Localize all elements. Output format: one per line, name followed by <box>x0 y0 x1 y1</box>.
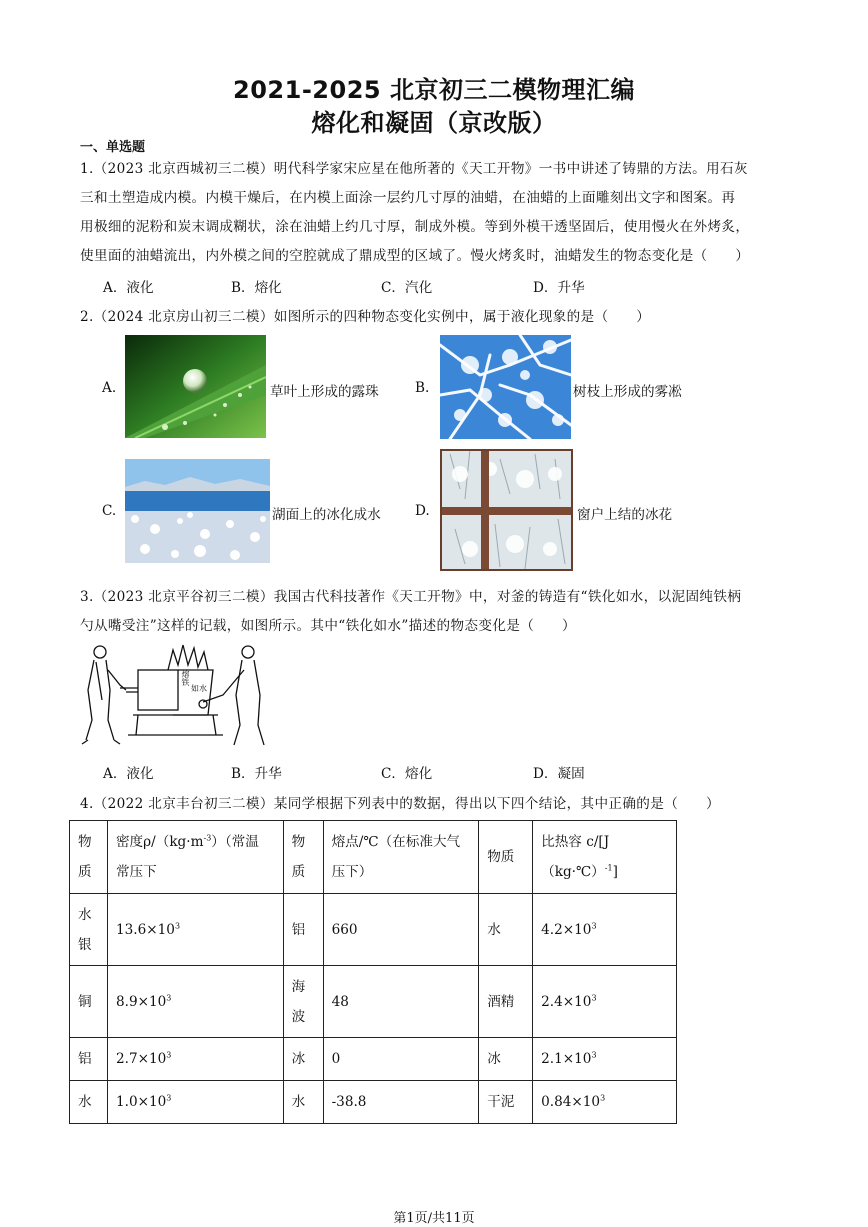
cell-material: 酒精 <box>487 993 515 1010</box>
table-row: 水 $1.0\times 10^3$ 水 -38.8 干泥 $0.84\times 10^3$ <box>70 1081 677 1124</box>
q1-line-4: 使里面的油蜡流出，内外模之间的空腔就成了鼎成型的区域了。慢火烤炙时，油蜡发生的物态变化是（ ） <box>80 248 750 264</box>
cell-material: 海波 <box>291 978 306 1025</box>
header-specific-heat: 比热容 c/[J （kg·℃）$^{-1}$] <box>533 821 677 894</box>
cell-material: 铝 <box>291 921 306 938</box>
material-properties-table <box>69 820 677 1124</box>
cell-material: 水 <box>78 1094 92 1110</box>
document-title: 2021-2025 北京初三二模物理汇编 <box>233 76 635 104</box>
section-heading: 一、单选题 <box>80 140 146 155</box>
cell-melting-point: 660 <box>331 921 358 938</box>
cell-specific-heat: 2.1×10 <box>541 1051 592 1067</box>
cell-density: 13.6×10 <box>115 921 175 938</box>
lake-ice-image <box>125 459 270 563</box>
dew-on-grass-image <box>125 335 266 438</box>
ancient-casting-illustration <box>78 640 278 750</box>
table-header-row <box>70 821 677 894</box>
header-material-1: 物质 <box>70 821 108 894</box>
q2-stem: 2.（2024 北京房山初三二模）如图所示的四种物态变化实例中，属于液化现象的是（ ） <box>80 309 651 325</box>
q2-choice-c-caption: 湖面上的冰化成水 <box>272 507 381 523</box>
table-row: 铜 $8.9\times 10^3$ 海波 48 酒精 $2.4\times 10^3$ <box>70 966 677 1038</box>
table-row: 水银 $13.6\times 10^3$ 铝 660 水 $4.2\times 10^3$ <box>70 894 677 966</box>
q2-choice-d-caption: 窗户上结的冰花 <box>577 507 673 523</box>
q2-choice-a-caption: 草叶上形成的露珠 <box>270 384 379 400</box>
q1-option-a: A．液化 <box>103 280 154 296</box>
cell-material: 铝 <box>78 1051 92 1067</box>
cell-material: 干泥 <box>487 1094 515 1110</box>
q2-choice-b-letter: B. <box>415 380 430 396</box>
header-material-2: 物质 <box>283 821 323 894</box>
table-row: 铝 $2.7\times 10^3$ 冰 0 冰 $2.1\times 10^3$ <box>70 1038 677 1081</box>
page-number: 第1页/共11页 <box>393 1211 475 1226</box>
cell-density: 1.0×10 <box>115 1094 167 1110</box>
q3-line-1: 3.（2023 北京平谷初三二模）我国古代科技著作《天工开物》中，对釜的铸造有“铁化如水，以泥固纯铁柄 <box>80 589 742 605</box>
cell-material: 冰 <box>487 1051 501 1067</box>
cell-melting-point: -38.8 <box>331 1094 367 1110</box>
q3-option-c: C．熔化 <box>381 766 433 782</box>
header-melting-point: 熔点/℃（在标准大气 压下） <box>323 821 479 894</box>
q3-line-2: 勺从嘴受注”这样的记载，如图所示。其中“铁化如水”描述的物态变化是（ ） <box>80 618 576 634</box>
q1-line-3: 用极细的泥粉和炭末调成糊状，涂在油蜡上约几寸厚，制成外模。等到外模干透坚固后，使用慢火在外烤炙， <box>80 219 750 235</box>
q2-choice-b-caption: 树枝上形成的雾凇 <box>573 384 682 400</box>
furnace-label-right: 如水 <box>191 684 207 693</box>
cell-melting-point: 0 <box>331 1051 341 1067</box>
cell-melting-point: 48 <box>331 993 349 1010</box>
header-material-3: 物质 <box>479 821 533 894</box>
header-density: 密度$\rho/(kg\cdot m^{-3})$（常温 常压下 <box>107 821 283 894</box>
rime-on-branches-image <box>440 335 571 439</box>
q3-option-a: A．液化 <box>103 766 154 782</box>
q1-line-1: 1.（2023 北京西城初三二模）明代科学家宋应星在他所著的《天工开物》一书中讲述了铸鼎的方法。用石灰 <box>80 161 748 177</box>
cell-specific-heat: 0.84×10 <box>541 1094 601 1110</box>
q2-choice-a-letter: A. <box>102 380 117 396</box>
furnace-label-left: 熔铁 <box>181 670 190 686</box>
cell-material: 冰 <box>291 1051 306 1067</box>
cell-specific-heat: 2.4×10 <box>541 993 592 1010</box>
q1-option-c: C．汽化 <box>381 280 433 296</box>
cell-specific-heat: 4.2×10 <box>541 921 592 938</box>
cell-material: 水 <box>291 1094 306 1110</box>
q1-line-2: 三和土塑造成内模。内模干燥后，在内模上面涂一层约几寸厚的油蜡，在油蜡的上面雕刻出文字和图案。再 <box>80 190 736 206</box>
cell-material: 水银 <box>78 906 92 953</box>
cell-density: 8.9×10 <box>115 993 167 1010</box>
q2-choice-c-letter: C. <box>102 503 117 519</box>
q4-stem: 4.（2022 北京丰台初三二模）某同学根据下列表中的数据，得出以下四个结论，其中正确的是（ ） <box>80 796 720 812</box>
cell-density: 2.7×10 <box>115 1051 167 1067</box>
q1-option-d: D．升华 <box>533 280 585 296</box>
q1-option-b: B．熔化 <box>231 280 282 296</box>
window-frost-image <box>440 449 573 571</box>
document-subtitle: 熔化和凝固（京改版） <box>311 109 557 137</box>
cell-material: 水 <box>487 921 501 938</box>
q3-option-d: D．凝固 <box>533 766 585 782</box>
cell-material: 铜 <box>78 993 92 1010</box>
q3-option-b: B．升华 <box>231 766 282 782</box>
q2-choice-d-letter: D. <box>415 503 430 519</box>
